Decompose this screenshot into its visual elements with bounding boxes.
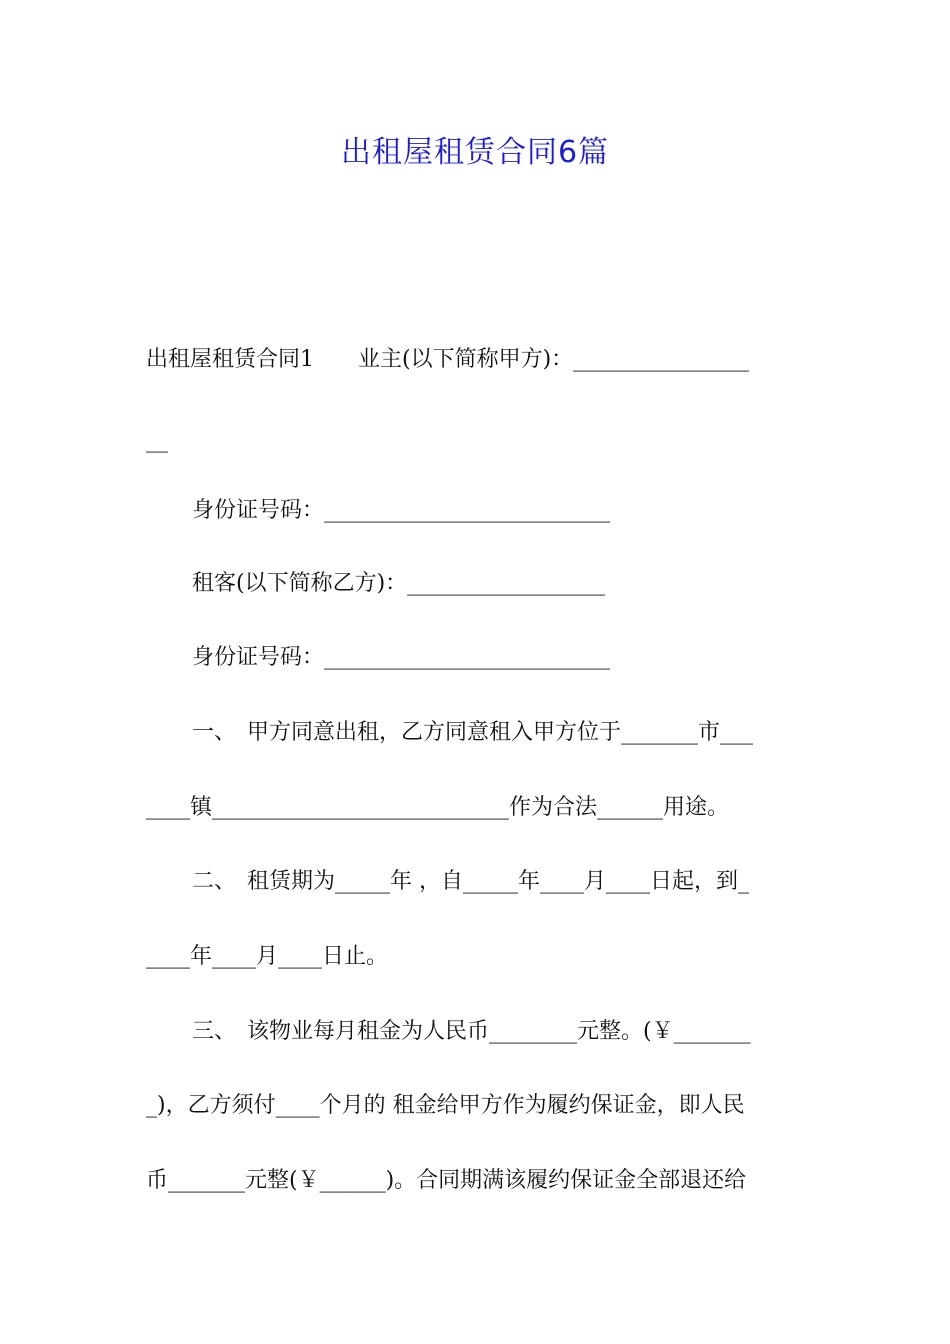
text-line <box>146 1086 806 1126</box>
text-line <box>146 937 806 977</box>
text-line <box>192 1012 806 1052</box>
text-line <box>146 421 806 461</box>
line-text: __ <box>146 428 168 453</box>
line-text: 一、 甲方同意出租，乙方同意租入甲方位于_______市___ <box>192 720 754 745</box>
text-line <box>146 788 806 828</box>
line-text: 身份证号码：__________________________ <box>192 645 611 670</box>
line-text: ____年____月____日止。 <box>146 944 389 969</box>
text-line <box>146 1161 806 1201</box>
text-line <box>192 491 806 531</box>
line-text: 身份证号码：__________________________ <box>192 498 611 523</box>
document-title: 出租屋租赁合同6篇 <box>340 135 610 170</box>
text-line <box>192 713 806 753</box>
text-line <box>146 340 806 380</box>
line-text: 租客(以下简称乙方)：__________________ <box>192 571 606 596</box>
text-line <box>192 638 806 678</box>
line-text: ____镇___________________________作为合法______用途。 <box>146 795 730 820</box>
text-line <box>192 564 806 604</box>
line-text: 二、 租赁期为_____年 ，自_____年____月____日起，到_ <box>192 869 749 894</box>
line-text: 币_______元整(￥______)。合同期满该履约保证金全部退还给 <box>146 1168 747 1193</box>
line-text: 三、 该物业每月租金为人民币________元整。(￥_______ <box>192 1019 751 1044</box>
line-text: 出租屋租赁合同1 业主(以下简称甲方)：________________ <box>146 347 750 372</box>
text-line <box>192 862 806 902</box>
line-text: _)，乙方须付____个月的 租金给甲方作为履约保证金，即人民 <box>146 1093 745 1118</box>
